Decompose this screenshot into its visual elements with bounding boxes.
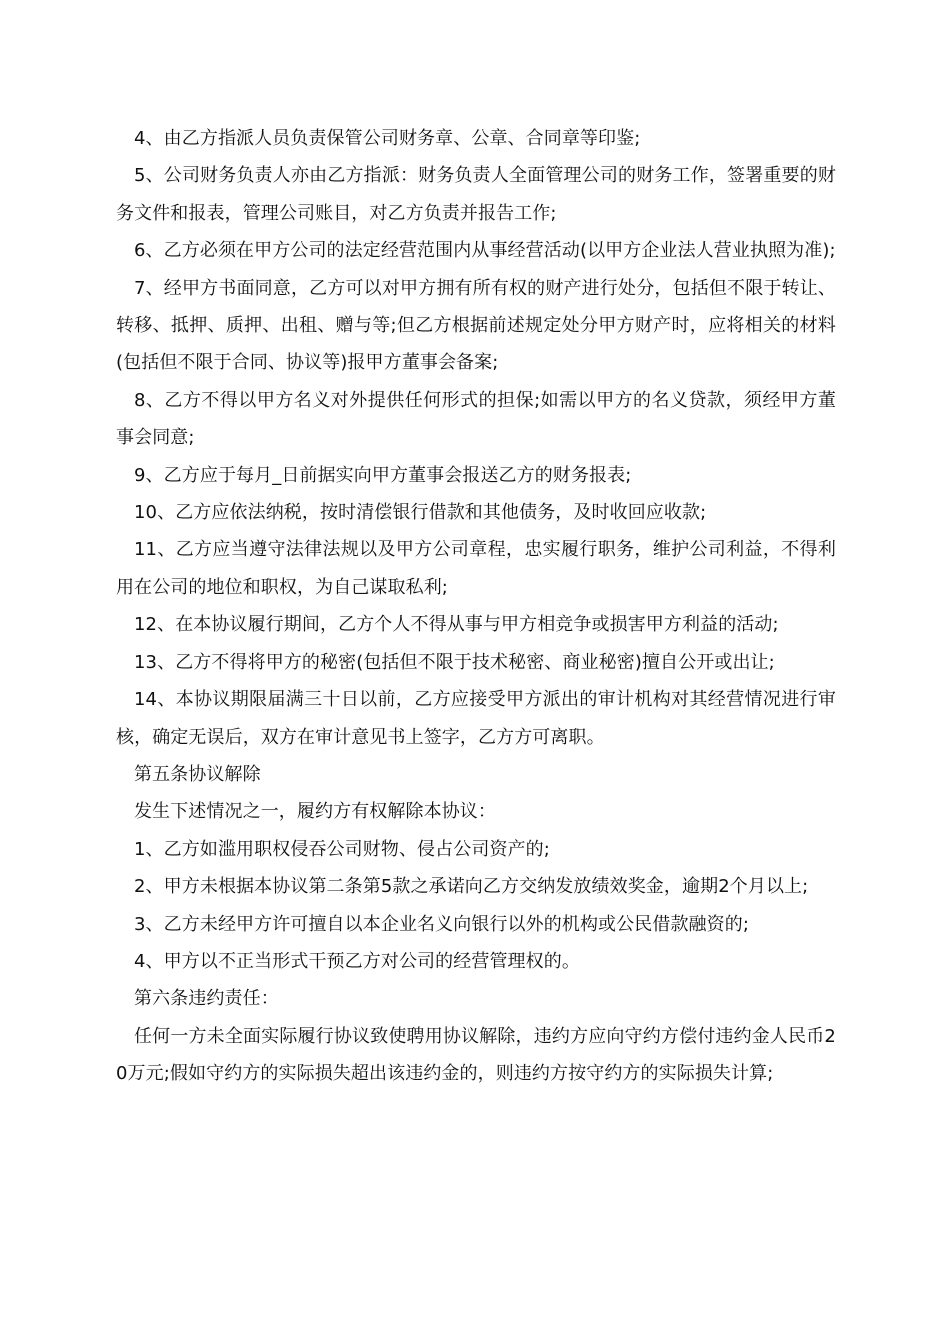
clause-7: 7、经甲方书面同意，乙方可以对甲方拥有所有权的财产进行处分，包括但不限于转让、转移、抵押、质押、出租、赠与等;但乙方根据前述规定处分甲方财产时，应将相关的材料(包括但不限于合同、协议等)报甲方董事会备案; bbox=[116, 277, 836, 374]
section-5-title: 第五条协议解除 bbox=[134, 763, 261, 785]
section-6-title: 第六条违约责任： bbox=[134, 988, 279, 1010]
clause-6: 6、乙方必须在甲方公司的法定经营范围内从事经营活动(以甲方企业法人营业执照为准); bbox=[134, 240, 836, 262]
clause-14: 14、本协议期限届满三十日以前，乙方应接受甲方派出的审计机构对其经营情况进行审核，确定无误后，双方在审计意见书上签字，乙方方可离职。 bbox=[116, 689, 836, 748]
clause-5: 5、公司财务负责人亦由乙方指派：财务负责人全面管理公司的财务工作，签署重要的财务文件和报表，管理公司账目，对乙方负责并报告工作; bbox=[116, 165, 836, 224]
clause-13: 13、乙方不得将甲方的秘密(包括但不限于技术秘密、商业秘密)擅自公开或出让; bbox=[134, 651, 775, 673]
section-5-item-1: 1、乙方如滥用职权侵吞公司财物、侵占公司资产的; bbox=[134, 838, 550, 860]
clause-12: 12、在本协议履行期间，乙方个人不得从事与甲方相竞争或损害甲方利益的活动; bbox=[134, 614, 779, 636]
clause-8: 8、乙方不得以甲方名义对外提供任何形式的担保;如需以甲方的名义贷款，须经甲方董事会同意; bbox=[116, 389, 836, 449]
section-5-item-3: 3、乙方未经甲方许可擅自以本企业名义向银行以外的机构或公民借款融资的; bbox=[134, 913, 750, 935]
section-5-item-2: 2、甲方未根据本协议第二条第5款之承诺向乙方交纳发放绩效奖金，逾期2个月以上; bbox=[134, 876, 809, 898]
section-5-item-4: 4、甲方以不正当形式干预乙方对公司的经营管理权的。 bbox=[134, 950, 580, 972]
section-6-text: 任何一方未全面实际履行协议致使聘用协议解除，违约方应向守约方偿付违约金人民币20万元;假如守约方的实际损失超出该违约金的，则违约方按守约方的实际损失计算; bbox=[116, 1025, 836, 1085]
section-5-intro: 发生下述情况之一，履约方有权解除本协议： bbox=[134, 801, 496, 823]
document-body bbox=[116, 120, 836, 1093]
clause-10: 10、乙方应依法纳税，按时清偿银行借款和其他债务，及时收回应收款; bbox=[134, 502, 707, 524]
clause-9: 9、乙方应于每月_日前据实向甲方董事会报送乙方的财务报表; bbox=[134, 464, 632, 486]
clause-4: 4、由乙方指派人员负责保管公司财务章、公章、合同章等印鉴; bbox=[134, 128, 641, 149]
clause-11: 11、乙方应当遵守法律法规以及甲方公司章程，忠实履行职务，维护公司利益，不得利用在公司的地位和职权，为自己谋取私利; bbox=[116, 539, 836, 598]
